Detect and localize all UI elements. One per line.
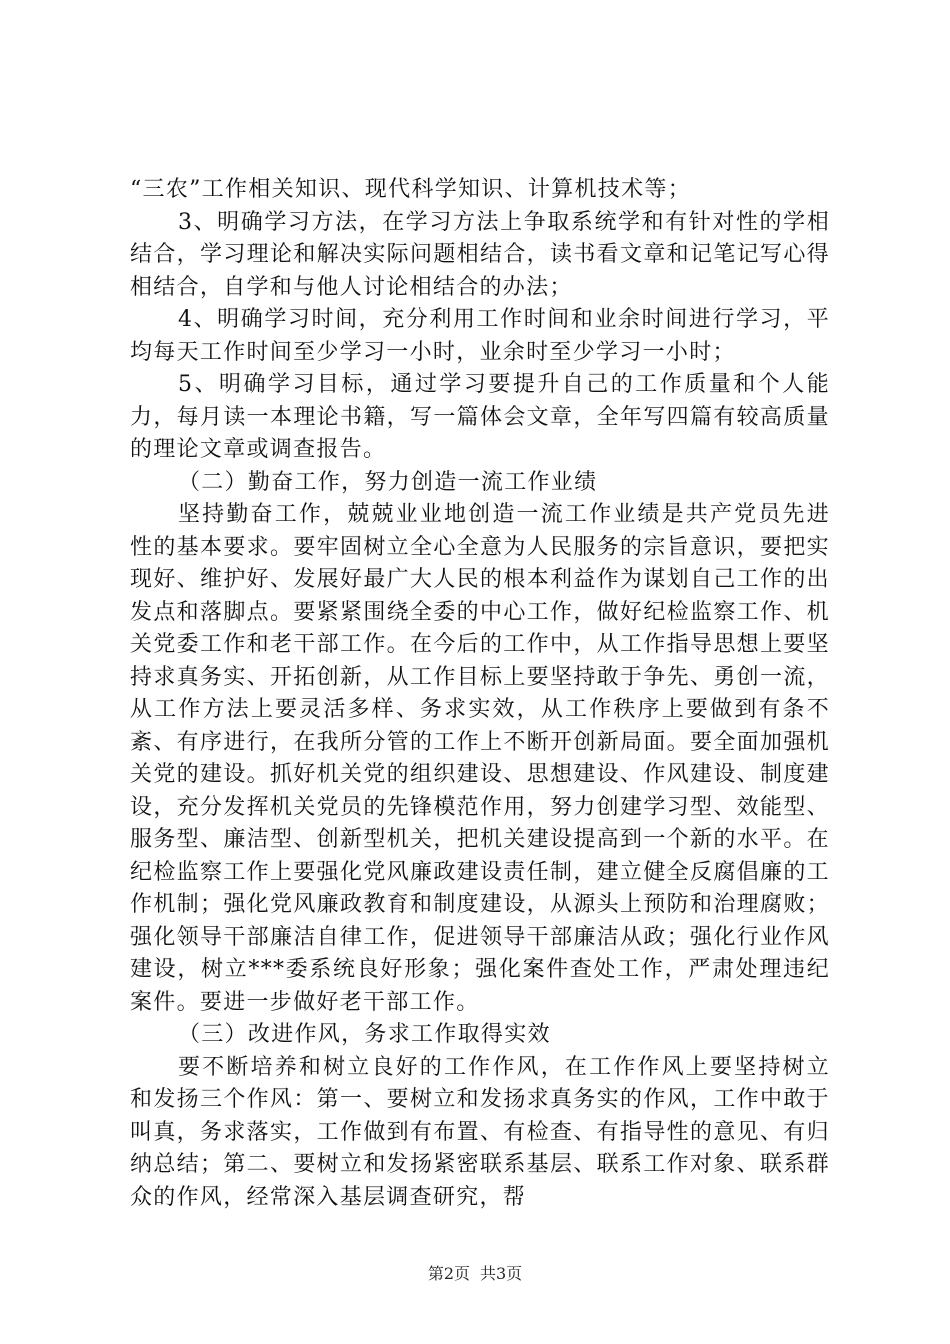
paragraph-study-goal: 5、明确学习目标，通过学习要提升自己的工作质量和个人能力，每月读一本理论书籍，写一篇体会文章，全年写四篇有较高质量的理论文章或调查报告。 [130, 372, 830, 462]
paragraph-study-method: 3、明确学习方法，在学习方法上争取系统学和有针对性的学相结合，学习理论和解决实际问题相结合，读书看文章和记笔记写心得相结合，自学和与他人讨论相结合的办法； [130, 209, 830, 300]
paragraph-work-style: 要不断培养和树立良好的工作作风，在工作作风上要坚持树立和发扬三个作风：第一、要树立和发扬求真务实的作风，工作中敢于叫真，务求落实，工作做到有布置、有检查、有指导性的意见、有归纳总结；第二、要树立和发扬紧密联系基层、联系工作对象、联系群众的作风，经常深入基层调查研究，帮 [130, 1054, 830, 1210]
section-heading-work: （二）勤奋工作，努力创造一流工作业绩 [178, 469, 598, 495]
page-footer [0, 1264, 950, 1284]
paragraph-diligent-work: 坚持勤奋工作，兢兢业业地创造一流工作业绩是共产党员先进性的基本要求。要牢固树立全心全意为人民服务的宗旨意识，要把实现好、维护好、发展好最广大人民的根本利益作为谋划自己工作的出发点和落脚点。要紧紧围绕全委的中心工作，做好纪检监察工作、机关党委工作和老干部工作。在今后的工作中，从工作指导思想上要坚持求真务实、开拓创新，从工作目标上要坚持敢于争先、勇创一流，从工作方法上要灵活多样、务求实效，从工作秩序上要做到有条不紊、有序进行，在我所分管的工作上不断开创新局面。要全面加强机关党的建设。抓好机关党的组织建设、思想建设、作风建设、制度建设，充分发挥机关党员的先锋模范作用，努力创建学习型、效能型、服务型、廉洁型、创新型机关，把机关建设提高到一个新的水平。在纪检监察工作上要强化党风廉政建设责任制，建立健全反腐倡廉的工作机制；强化党风廉政教育和制度建设，从源头上预防和治理腐败；强化领导干部廉洁自律工作，促进领导干部廉洁从政；强化行业作风建设，树立***委系统良好形象；强化案件查处工作，严肃处理违纪案件。要进一步做好老干部工作。 [130, 502, 830, 1015]
paragraph-continuation: “三农”工作相关知识、现代科学知识、计算机技术等； [130, 177, 691, 202]
document-body [130, 174, 830, 1214]
page-number: 第2页 [427, 1264, 470, 1283]
section-heading-style: （三）改进作风，务求工作取得实效 [178, 1022, 551, 1047]
paragraph-study-time: 4、明确学习时间，充分利用工作时间和业余时间进行学习，平均每天工作时间至少学习一小时，业余时至少学习一小时； [130, 307, 830, 365]
page-total: 共3页 [480, 1264, 523, 1283]
